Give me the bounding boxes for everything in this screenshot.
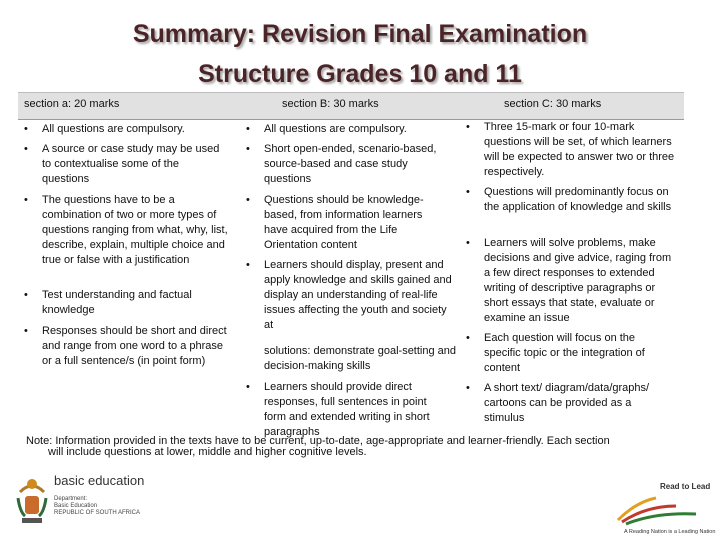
- basic-education-name: basic education: [54, 473, 145, 488]
- list-item: [246, 380, 450, 440]
- basic-education-logo: [14, 468, 174, 534]
- list-item-text: Questions will predominantly focus on the application of knowledge and skills: [484, 186, 672, 213]
- list-item: [466, 236, 680, 326]
- bullet-icon: •: [24, 194, 28, 206]
- list-item-text: Learners should display, present and apply knowledge and skills gained and display an understanding of real-life issues affecting the youth and society at: [264, 259, 452, 331]
- bullet-icon: •: [24, 123, 28, 135]
- department-label: Department:: [54, 496, 88, 502]
- list-item: [24, 193, 232, 268]
- bullet-icon: •: [24, 289, 28, 301]
- read-to-lead-logo: [596, 472, 716, 538]
- list-item-text: Questions should be knowledge-based, from information learners have acquired from the Life Orientation content: [264, 194, 424, 251]
- note-text: [26, 436, 676, 458]
- list-item-text: The questions have to be a combination of two or more types of questions ranging from what, why, list, describe, explain, multiple choice and true or false with a justification: [42, 194, 228, 266]
- list-item-text: Learners will solve problems, make decisions and give advice, raging from a few direct responses to extended writing of descriptive paragraphs or short essays that state, evaluate or examine an issue: [484, 237, 672, 324]
- bullet-icon: •: [246, 381, 250, 393]
- slide-title-line1: Summary: Revision Final Examination: [132, 20, 588, 48]
- list-item: [246, 193, 444, 253]
- list-item-text: Short open-ended, scenario-based, source-based and case study questions: [264, 143, 437, 185]
- bullet-icon: •: [466, 332, 470, 344]
- bullet-icon: •: [466, 121, 470, 133]
- list-item-text: A source or case study may be used to contextualise some of the questions: [42, 143, 220, 185]
- list-item-text: All questions are compulsory.: [42, 123, 185, 135]
- republic-label: REPUBLIC OF SOUTH AFRICA: [54, 510, 141, 516]
- list-item: [246, 258, 452, 333]
- list-item-text: A short text/ diagram/data/graphs/ cartoons can be provided as a stimulus: [484, 382, 650, 424]
- list-item-text: Test understanding and factual knowledge: [42, 289, 192, 316]
- list-item: [466, 120, 684, 180]
- note-line2: will include questions at lower, middle and higher cognitive levels.: [48, 446, 367, 458]
- section-c-column: [462, 119, 684, 441]
- section-b-continuation-text: solutions: demonstrate goal-setting and decision-making skills: [264, 345, 457, 372]
- bullet-icon: •: [466, 237, 470, 249]
- list-item: [466, 185, 680, 215]
- list-item: [24, 324, 234, 369]
- section-a-column: [18, 119, 240, 441]
- read-to-lead-tagline: A Reading Nation is a Leading Nation: [624, 529, 716, 535]
- bullet-icon: •: [246, 143, 250, 155]
- list-item: [466, 381, 668, 426]
- list-item-text: All questions are compulsory.: [264, 123, 407, 135]
- bullet-icon: •: [246, 194, 250, 206]
- list-item: [24, 122, 236, 137]
- bullet-icon: •: [246, 123, 250, 135]
- list-item: [24, 142, 224, 187]
- bullet-icon: •: [246, 259, 250, 271]
- read-to-lead-icon: [596, 472, 716, 528]
- header-section-a: section a: 20 marks: [24, 98, 120, 110]
- section-b-column: [240, 119, 462, 441]
- slide-title: [40, 14, 680, 94]
- bullet-icon: •: [466, 382, 470, 394]
- header-section-c: section C: 30 marks: [504, 98, 602, 110]
- slide-title-line2: Structure Grades 10 and 11: [198, 60, 522, 88]
- list-item-text: Each question will focus on the specific topic or the integration of content: [484, 332, 645, 374]
- table-header-row: [18, 93, 684, 120]
- list-item: [246, 122, 458, 137]
- list-item-text: Three 15-mark or four 10-mark questions will be set, of which learners will be expected to answer two or three respectively.: [484, 121, 675, 178]
- read-to-lead-name: Read to Lead: [660, 482, 711, 491]
- header-section-b: section B: 30 marks: [282, 98, 379, 110]
- list-item-text: Learners should provide direct responses, full sentences in point form and extended writing in short paragraphs: [264, 381, 430, 438]
- bullet-icon: •: [24, 325, 28, 337]
- list-item: [466, 331, 672, 376]
- list-item: [24, 288, 234, 318]
- list-item-text: Responses should be short and direct and range from one word to a phrase or a full sentence/s (in point form): [42, 325, 227, 367]
- summary-table: [18, 92, 684, 441]
- bullet-icon: •: [24, 143, 28, 155]
- coat-of-arms-icon: [14, 468, 50, 534]
- slide-footer: [0, 462, 720, 540]
- list-item: [246, 142, 456, 187]
- note-line1: Note: Information provided in the texts have to be current, up-to-date, age-appropriate and learner-friendly. Each section: [26, 435, 610, 447]
- bullet-icon: •: [466, 186, 470, 198]
- department-name: Basic Education: [54, 503, 98, 509]
